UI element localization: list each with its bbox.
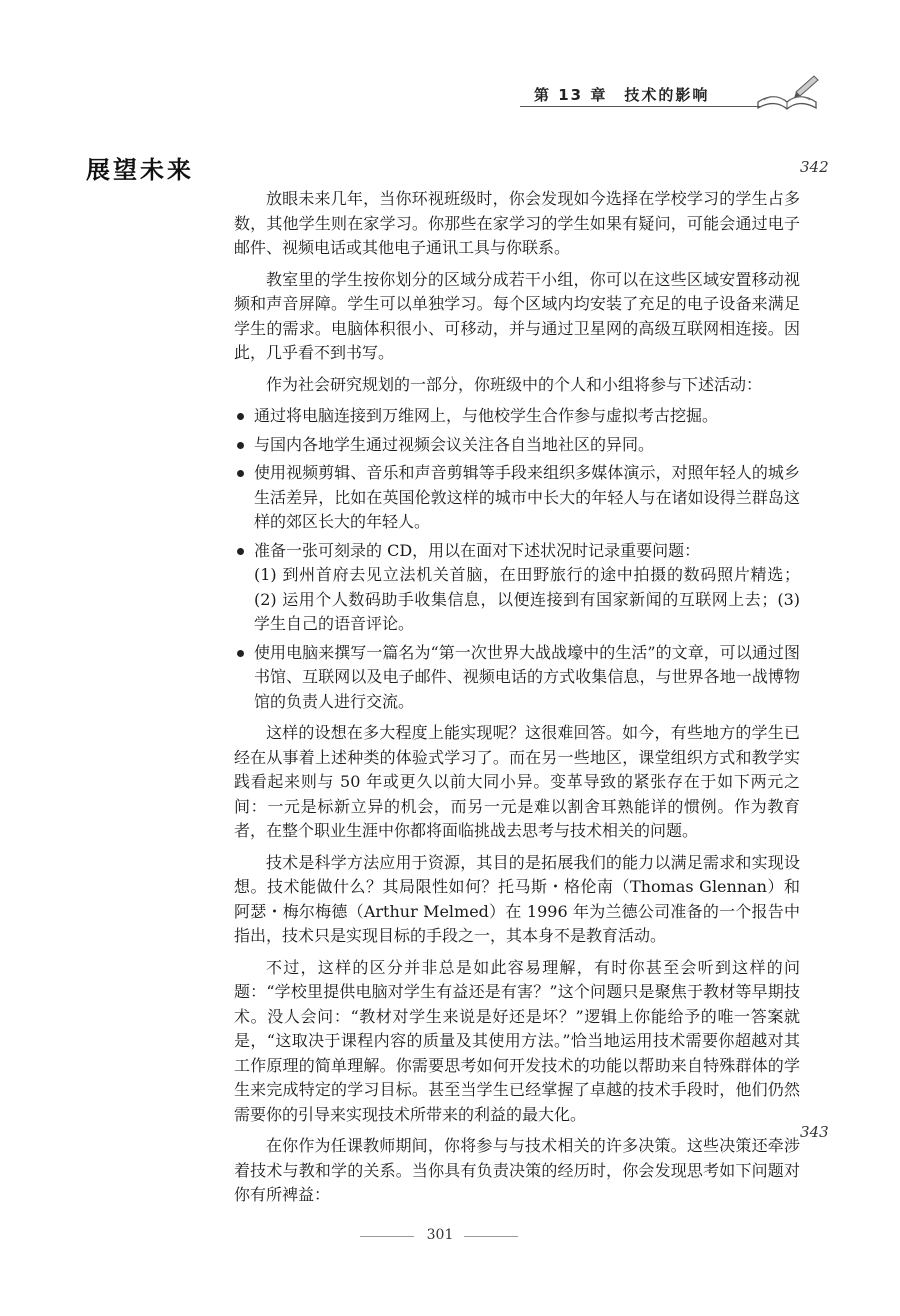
list-item — [234, 433, 800, 458]
list-item-text: 使用视频剪辑、音乐和声音剪辑等手段来组织多媒体演示，对照年轻人的城乡生活差异，比如在英国伦敦这样的城市中长大的年轻人与在诸如设得兰群岛这样的郊区长大的年轻人。 — [254, 463, 800, 531]
list-item — [234, 461, 800, 535]
margin-page-ref: 342 — [800, 158, 829, 176]
bullet-icon — [237, 650, 244, 657]
paragraph: 不过，这样的区分并非总是如此容易理解，有时你甚至会听到这样的问题：“学校里提供电脑对学生有益还是有害？”这个问题只是聚焦于教材等早期技术。没人会问：“教材对学生来说是好还是坏？”逻辑上你能给予的唯一答案就是，“这取决于课程内容的质量及其使用方法。”恰当地运用技术需要你超越对其工作原理的简单理解。你需要思考如何开发技术的功能以帮助来自特殊群体的学生来完成特定的学习目标。甚至当学生已经掌握了卓越的技术手段时，他们仍然需要你的引导来实现技术所带来的利益的最大化。 — [234, 957, 800, 1124]
cd-sub-items: (1) 到州首府去见立法机关首脑，在田野旅行的途中拍摄的数码照片精选；(2) 运用个人数码助手收集信息，以便连接到有国家新闻的互联网上去；(3) 学生自己的语音评论。 — [254, 565, 800, 633]
list-item — [234, 539, 800, 637]
paragraph: 作为社会研究规划的一部分，你班级中的个人和小组将参与下述活动： — [266, 374, 763, 394]
section-title: 展望未来 — [86, 156, 194, 184]
list-item-text: 准备一张可刻录的 CD，用以在面对下述状况时记录重要问题： — [254, 540, 701, 560]
page-footer — [340, 1224, 540, 1248]
paragraph: 这样的设想在多大程度上能实现呢？这很难回答。如今，有些地方的学生已经在从事着上述种类的体验式学习了。而在另一些地区，课堂组织方式和教学实践看起来则与 50 年或更久以前大同小异。变革导致的紧张存在于如下两元之间：一元是标新立异的机会，而另一元是难以割舍耳熟能详的惯例。作为教育者，在整个职业生涯中你都将面临挑战去思考与技术相关的问题。 — [234, 723, 800, 840]
paragraph: 教室里的学生按你划分的区域分成若干小组，你可以在这些区域安置移动视频和声音屏障。学生可以单独学习。每个区域内均安装了充足的电子设备来满足学生的需求。电脑体积很小、可移动，并与通过卫星网的高级互联网相连接。因此，几乎看不到书写。 — [234, 269, 800, 362]
list-item — [234, 641, 800, 715]
list-item-text: 与国内各地学生通过视频会议关注各自当地社区的异同。 — [254, 434, 655, 454]
page-number: 301 — [426, 1227, 454, 1243]
bullet-icon — [237, 442, 244, 449]
footer-rule-right — [464, 1236, 518, 1237]
body-text — [234, 187, 800, 1215]
bullet-icon — [237, 548, 244, 555]
open-book-icon — [752, 72, 822, 112]
chapter-label: 第 13 章 技术的影响 — [534, 86, 710, 104]
activity-list — [234, 404, 800, 714]
footer-rule-left — [360, 1236, 414, 1237]
header-rule — [520, 106, 760, 107]
list-item-text: 通过将电脑连接到万维网上，与他校学生合作参与虚拟考古挖掘。 — [254, 406, 719, 425]
paragraph: 技术是科学方法应用于资源，其目的是拓展我们的能力以满足需求和实现设想。技术能做什么？其局限性如何？托马斯・格伦南（Thomas Glennan）和阿瑟・梅尔梅德（Arthur Melmed）在 1996 年为兰德公司准备的一个报告中指出，技术只是实现目标的手段之一，其本身不是教育活动。 — [234, 852, 800, 945]
running-header — [520, 72, 850, 112]
bullet-icon — [237, 470, 244, 477]
paragraph: 在你作为任课教师期间，你将参与与技术相关的许多决策。这些决策还牵涉着技术与教和学的关系。当你具有负责决策的经历时，你会发现思考如下问题对你有所裨益： — [234, 1136, 800, 1204]
margin-page-ref: 343 — [800, 1123, 829, 1141]
bullet-icon — [237, 413, 244, 420]
paragraph: 放眼未来几年，当你环视班级时，你会发现如今选择在学校学习的学生占多数，其他学生则在家学习。你那些在家学习的学生如果有疑问，可能会通过电子邮件、视频电话或其他电子通讯工具与你联系。 — [234, 189, 800, 257]
list-item-text: 使用电脑来撰写一篇名为“第一次世界大战战壕中的生活”的文章，可以通过图书馆、互联网以及电子邮件、视频电话的方式收集信息，与世界各地一战博物馆的负责人进行交流。 — [254, 642, 800, 711]
list-item — [234, 404, 800, 429]
